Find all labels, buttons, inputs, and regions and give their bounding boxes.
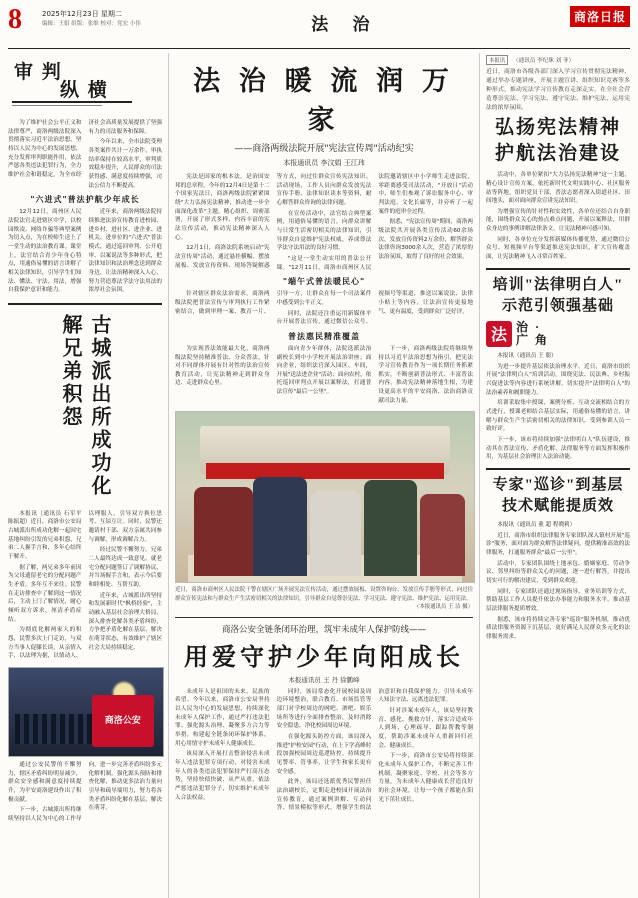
photo-person <box>194 487 254 575</box>
paragraph: 面向青少年群体，法院选派法治副校长到中小学校开展法治讲座；面向企业，组织法官深入园区、车间，开展"送法进企业"活动；面向农村，依托巡回审判点开展以案释法，打通普法宣传"最后一公里"。 <box>276 345 372 396</box>
paragraph: 近日，商洛市组织法律服务专家团队深入镇村开展"巡诊"服务，面对面为群众解答法律疑问，提供精准高效的法律服务，打通服务群众"最后一公里"。 <box>486 532 630 556</box>
paragraph: 此外，该局还选派优秀民警担任法治副校长，定期走进校园开展法治宣传教育，通过案例讲解、互动问答、情景模拟等形式，增强学生的法治意识和自我保护能力，引导未成年人知法守法、远离违法犯罪。 <box>276 688 473 812</box>
main-section-head-2: 普法惠民精准覆盖 <box>288 331 360 341</box>
paragraph: 下一步，该市将持续加强"法律明白人"队伍建设，推动其在普法宣传、矛盾化解、法律服务等方面发挥积极作用，为基层社会治理注入法治动能。 <box>486 437 630 461</box>
paragraph: 今年以来，全市法院受理各类案件共计一万余件，审执结率保持在较高水平，审判质效稳步提升，人民群众的司法获得感、满意度持续增强，司法公信力不断提高。 <box>88 139 162 189</box>
fazhi-guangjiao-label <box>516 321 549 347</box>
divider <box>8 303 162 305</box>
section-title <box>141 10 550 35</box>
divider <box>486 468 630 470</box>
second-feature-body <box>175 688 473 813</box>
masthead-credits: 编辑：王娟 组版：张维 校对：党宏 小伟 <box>42 20 141 27</box>
photo-person <box>310 491 361 576</box>
right-article-2-body <box>486 352 630 462</box>
left-article-2-body <box>8 510 162 661</box>
paragraph: 针对辖区群众法治需求，商洛两级法院把普法宣传与审判执行工作紧密结合，做到审理一案、教育一片、引导一方，让群众在每一个司法案件中感受到公平正义。 <box>175 291 372 315</box>
second-feature-byline: 本报通讯员 王 丹 徐鹏峰 <box>288 675 360 684</box>
page-number: 8 <box>8 4 22 35</box>
paragraph: 本报讯（通讯员 石军平 陈振超）近日，商洛市公安局古城派出所成功化解一起因宅基地纠纷引发的兄弟积怨，兄弟二人握手言和，多年心结终于解开。 <box>8 510 82 561</box>
main-photo <box>175 411 475 583</box>
paragraph: 培训采取集中授课、案例分析、互动交流相结合的方式进行，授课老师结合基层实际，用通俗易懂的语言，讲解与群众生产生活密切相关的法律知识，受到参训人员一致好评。 <box>486 400 630 433</box>
right-article-1-headline: 弘扬宪法精神 护航法治建设 <box>494 116 621 164</box>
paragraph: 下一步，商洛两级法院将继续坚持以习近平法治思想为指引，把宪法学习宣传教育作为一项长期任务抓紧抓实，不断创新普法形式、丰富普法内容，推动宪法精神落地生根，为建设更高水平的平安商洛、法治商洛贡献司法力量。 <box>378 345 473 404</box>
paragraph: 同时，法院还注重运用新媒体平台开展普法宣传，通过微信公众号、视频号等渠道，推送以案说法、法律小贴士等内容，让法治宣传更接地气、更有温度，受到群众广泛好评。 <box>276 291 473 326</box>
paragraph: 活动中，各单位紧扣"大力弘扬宪法精神"这一主题，精心设计宣传方案，依托新时代文明实践中心、社区服务站等阵地，组织党员干部、普法志愿者深入街道社区、田间地头，面对面向群众宣讲宪法知识。 <box>486 172 630 205</box>
column-logo-line2: 纵 横 <box>60 80 109 101</box>
right-article-1-lead: 近日，商洛市各级各部门深入学习宣传贯彻宪法精神，通过举办专题讲座、开展主题宣讲、组织知识竞赛等多种形式，推动宪法学习宣传教育走深走实，在全社会营造尊崇宪法、学习宪法、遵守宪法、维护宪法、运用宪法的浓厚氛围。 <box>486 69 630 111</box>
left-article-2-headline: 古城派出所成功化解兄弟积怨 <box>59 313 110 498</box>
masthead-logo <box>550 6 630 27</box>
right-article-2-byline: 本报讯（通讯员 王 聪） <box>497 353 557 360</box>
masthead <box>8 6 630 49</box>
paragraph: 近年来，古城派出所坚持和发展新时代"枫桥经验"，主动融入基层社会治理大格局，深入排查化解各类矛盾纠纷，力争把矛盾化解在基层、解决在萌芽状态，有效维护了辖区社会大局持续稳定。 <box>88 592 162 651</box>
paragraph: 下一步，古城派出所将继续坚持以人民为中心的工作导向，进一步完善矛盾纠纷多元化解机制，强化源头预防和排查化解，推动更多法治力量向引导和疏导端用力，努力将各类矛盾纠纷化解在基层、解决在萌芽。 <box>8 761 162 822</box>
paragraph: 下一步，商洛市公安局将持续深化未成年人保护工作，不断完善工作机制，凝聚家庭、学校、社会等多方力量，为未成年人健康成长营造良好的社会环境，让每一个孩子都能在阳光下茁壮成长。 <box>378 753 473 803</box>
right-article-3-byline: 本报讯（通讯员 董 超 程晓莉） <box>497 522 576 529</box>
photo-red-banner <box>206 463 444 478</box>
photo-credit: （本报通讯员 王 洁 摄） <box>413 603 473 610</box>
left-article-2-body-2 <box>8 761 162 824</box>
right-column <box>480 53 630 898</box>
middle-column <box>168 53 480 898</box>
paragraph: 据悉，该市将持续完善专家"巡诊"服务机制，推动优质法律服务资源下沉基层，更好满足人民群众多元化的法律服务需求。 <box>486 616 630 640</box>
main-article-body <box>175 173 473 272</box>
main-article-section-2 <box>175 345 473 406</box>
right-article-1-body <box>486 171 630 262</box>
column-logo-rule <box>12 101 132 103</box>
second-feature-headline: 用爱守护少年向阳成长 <box>184 644 464 671</box>
fazhi-line2: 广 角 <box>516 332 550 347</box>
paragraph: 该局深入开展打击整治侵害未成年人违法犯罪专项行动，对侵害未成年人的各类违法犯罪保持严打高压态势，坚持快侦快破、从严从重，依法严惩违法犯罪分子，切实维护未成年人合法权益。 <box>175 751 270 801</box>
column-logo-line1: 审 判 <box>14 62 63 83</box>
left-column <box>8 53 168 898</box>
column-logo-rule2 <box>12 105 102 106</box>
vertical-headline-wrap <box>8 310 162 510</box>
paragraph: 为彻底化解两家人的积怨，民警多次上门走访，与双方当事人促膝长谈，从亲情入手，以法理为据，以情动人、以理服人，引导双方换位思考、互谅互让。同时，民警还邀请村干部、双方亲属共同参与调解，形成调解合力。 <box>8 510 162 660</box>
right-article-2-headline: 培训"法律明白人" 示范引领强基础 <box>492 276 624 314</box>
left-article-1-body-2 <box>8 208 162 297</box>
fazhi-line1: 治 · <box>516 319 542 334</box>
paragraph: 为实现普法效能最大化，商洛两级法院坚持精准普法、分众普法，针对不同群体开展有针对性的法治宣传教育活动，让宪法精神走到群众身边、走进群众心里。 <box>175 345 270 387</box>
paragraph: 经过民警不懈努力，兄弟二人最终达成一致意见，就老宅分配问题签订了调解协议，并当场握手言和，表示今后要和睦相处、互帮互助。 <box>88 547 162 589</box>
main-byline: 本报通讯员 李汶娟 王江玮 <box>283 159 365 167</box>
paragraph: 活动中，专家团队围绕土地承包、婚姻家庭、劳动争议、邻里纠纷等群众关心的问题，逐一进行解答，并提出切实可行的解决建议，受到群众欢迎。 <box>486 560 630 584</box>
paragraph: 同时，该局常态化开展校园及周边环境整治，联合教育、市场监管等部门对学校周边的网吧、酒吧、娱乐场所等进行全面排查整治，及时消除安全隐患，净化校园周边环境。 <box>276 688 372 730</box>
paragraph: 同时，专家团队还通过现场指导、业务培训等方式，帮助基层工作人员提升依法办事能力和服务水平，推动基层法律服务提质增效。 <box>486 588 630 612</box>
paragraph: 针对涉案未成年人，该局坚持教育、感化、挽救方针，落实合适成年人到场、心理疏导、跟踪帮教等制度，帮助涉案未成年人重新回归社会、健康成长。 <box>378 708 473 749</box>
right-article-3-body <box>486 521 630 642</box>
paragraph: 为增强宣传的针对性和实效性，各单位还结合自身职能，围绕群众关心的热点难点问题，开展以案释法，用群众身边的事例讲解法律条文，让宪法精神可感可知。 <box>486 208 630 233</box>
paragraph: 未成年人是祖国的未来、民族的希望。今年以来，商洛市公安局坚持以人民为中心的发展思想，持续深化未成年人保护工作，通过严打违法犯罪、强化源头治理、凝聚多方合力等举措，构建起全链条闭环保护体系，用心用情守护未成年人健康成长。 <box>175 688 270 747</box>
paragraph: 12月12日，商州区人民法院法官走进辖区中学，以校园欺凌、网络诈骗等典型案例为切入点，为在校师生送上了一堂生动的法治教育课。课堂上，法官结合青少年身心特点，用通俗易懂的语言讲解了相关法律知识，引导学生们知法、懂法、守法、用法，增强自我保护意识和能力。 <box>8 209 82 294</box>
paragraph: "这是一堂生动实用的普法公开课。"12月11日，商洛市商州区人民法院邀请辖区中小学师生走进法院，零距离感受司法活动，"开放日"活动中，师生们参观了诉讼服务中心、审判法庭、文化长廊等，并旁听了一起案件的庭审全过程。 <box>276 174 473 271</box>
left-article-1-body <box>8 119 162 190</box>
paragraph: 近年来，商洛两级法院持续推进法治宣传教育进校园、进乡村、进社区、进企业、进机关、进单位的"六进式"普法模式，通过巡回审判、公开庭审、以案说法等多种形式，把法律知识和法治理念送到群众身边，让法治精神深入人心，努力营造尊法学法守法用法的浓厚社会氛围。 <box>88 209 162 294</box>
photo-caption <box>175 586 473 610</box>
paragraph: 据了解，两兄弟多年前因为父母遗留老宅的分配问题产生矛盾，多年互不来往。民警在走访排查中了解到这一情况后，主动上门了解情况，耐心倾听双方诉求，厘清矛盾症结。 <box>8 564 82 623</box>
paragraph <box>486 352 630 361</box>
photo-person <box>364 480 418 575</box>
paragraph: 据悉，"宪法宣传周"期间，商洛两级法院共开展各类宣传活动60余场次，发放宣传资料2万余份，解答群众法律咨询3000余人次，营造了浓厚的法治氛围，取得了良好的社会效果。 <box>378 219 473 260</box>
masthead-date-block <box>42 9 141 28</box>
main-section-head-1: "端午式普法暖民心" <box>282 277 366 287</box>
police-photo <box>8 667 164 757</box>
paragraph: 为进一步提升基层依法治理水平，近日，商洛市组织开展"法律明白人"培训活动，围绕宪法、民法典、乡村振兴促进法等内容进行系统讲解，切实提升"法律明白人"的法治素养和履职能力。 <box>486 363 630 396</box>
paragraph: 宪法是国家的根本法，是治国安邦的总章程。今年的12月4日是第十二个国家宪法日，商洛两级法院紧紧围绕"大力弘扬宪法精神，推动进一步全面深化改革"主题，精心组织、周密部署，开展了形式多样、内容丰富的宪法宣传活动，推动宪法精神深入人心。 <box>175 174 270 241</box>
second-feature <box>175 617 473 813</box>
photo-person <box>253 477 307 576</box>
second-feature-kicker: 商洛公安全链条闭环治理，筑牢未成年人保护防线—— <box>221 624 426 635</box>
paragraph: 12月1日，商洛法院系统启动"宪法宣传周"活动，通过悬挂横幅、摆放展板、发放宣传资料、现场答疑解惑等方式，向过往群众宣传宪法知识。活动现场，工作人员向群众发放宪法宣传手册、法律知识读本等资料，耐心解答群众咨询的法律问题。 <box>175 174 372 269</box>
right-article-3-headline: 专家"巡诊"到基层 技术赋能提质效 <box>492 477 624 515</box>
paragraph: 同时，各单位充分发挥新媒体传播优势，通过微信公众号、短视频平台等渠道推送宪法知识，扩大宣传覆盖面，让宪法精神飞入寻常百姓家。 <box>486 236 630 261</box>
main-headline: 法 治 暖 流 润 万 家 <box>193 66 455 135</box>
photo-person <box>420 494 465 576</box>
paragraph: 通过公安民警的不懈努力，辖区矛盾纠纷明显减少，群众安全感和满意度持续提升，为平安商洛建设作出了积极贡献。 <box>8 761 82 803</box>
police-emblem: 商洛公安 <box>92 695 154 747</box>
column-logo-fazhi-guangjiao <box>486 321 630 347</box>
paragraph: 在强化源头防控方面，该局深入推进"护校安园"行动，在上下学高峰时段加强校园周边巡逻防控，持续提升见警率、管事率，让学生和家长更有安全感。 <box>276 734 372 775</box>
section-title-text: 法 治 <box>311 15 380 34</box>
right-article-1-credit: （通讯员 李纪珠 刘 菲） <box>512 58 575 64</box>
page-body <box>8 53 630 898</box>
dispatch-tag: 本报讯 <box>486 55 508 65</box>
paragraph <box>486 521 630 530</box>
left-subhead-1: "六进式"普法护航少年成长 <box>30 195 140 205</box>
main-article-section-1 <box>175 290 473 327</box>
right-article-1-byline <box>486 55 630 65</box>
paragraph: 在宣传活动中，法官结合典型案例，用通俗易懂的语言，向群众讲解与日常生活密切相关的法律知识，引导群众自觉维护宪法权威，养成尊法学法守法用法的良好习惯。 <box>276 210 372 252</box>
photo-caption-text: 近日，商洛市商州区人民法院干警在辖区广场开展宪法宣传活动，通过摆放展板、设置咨询台、发放宣传手册等形式，向过往群众宣传宪法和与群众生产生活密切相关的法律知识，引导群众自觉尊崇宪法、学习宪法、遵守宪法、维护宪法、运用宪法。 <box>175 587 473 602</box>
paragraph: 为了维护社会公平正义和法律尊严，商洛两级法院深入贯彻落实习近平法治思想，坚持以人民为中心的发展思想，充分发挥审判职能作用，依法严惩各类违法犯罪行为，全力维护社会和谐稳定，为全市经济社会高质量发展提供了坚强有力的司法服务和保障。 <box>8 120 162 178</box>
fa-character-icon: 法 <box>486 321 512 347</box>
main-subheadline: ——商洛两级法院开展"宪法宣传周"活动纪实 <box>234 144 414 154</box>
divider <box>486 268 630 270</box>
newspaper-logo-text: 商洛日报 <box>570 6 630 27</box>
masthead-date: 2025年12月23日 星期二 <box>42 10 122 18</box>
column-logo-shenpan <box>8 55 162 115</box>
